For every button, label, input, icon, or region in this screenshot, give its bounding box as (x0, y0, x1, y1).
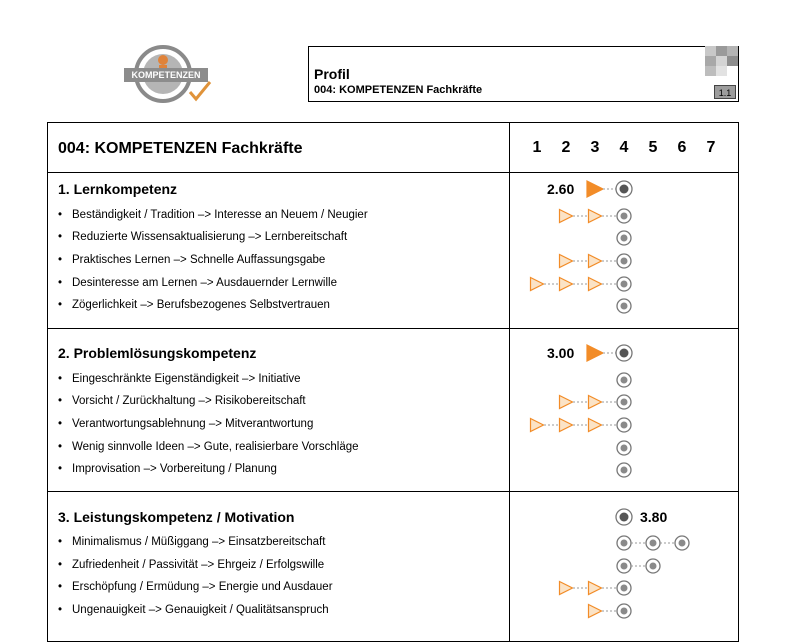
target-dot (621, 377, 628, 384)
kompetenzen-logo (124, 44, 216, 106)
scale-label-1: 1 (532, 139, 542, 156)
arrow-marker (531, 278, 544, 291)
target-dot (621, 608, 628, 615)
section-title-leistungskompetenz: 3. Leistungskompetenz / Motivation (58, 509, 295, 525)
competency-item: • Improvisation –> Vorbereitung / Planung (58, 463, 277, 475)
target-dot (620, 349, 629, 358)
header-box (308, 46, 739, 102)
table-title: 004: KOMPETENZEN Fachkräfte (58, 140, 303, 157)
competency-item: • Ungenauigkeit –> Genauigkeit / Qualitätsanspruch (58, 604, 329, 616)
competency-item: • Minimalismus / Müßiggang –> Einsatzbereitschaft (58, 536, 325, 548)
competency-item: • Verantwortungsablehnung –> Mitverantwortung (58, 418, 313, 430)
arrow-marker (589, 605, 602, 618)
scale-label-4: 4 (619, 139, 629, 156)
arrow-marker (589, 582, 602, 595)
target-dot (621, 540, 628, 547)
target-dot (621, 422, 628, 429)
competency-item: • Beständigkeit / Tradition –> Interesse an Neuem / Neugier (58, 209, 368, 221)
target-dot (621, 303, 628, 310)
arrow-marker (560, 278, 573, 291)
header-subtitle: 004: KOMPETENZEN Fachkräfte (314, 84, 483, 96)
arrow-marker (587, 345, 603, 361)
arrow-marker (531, 419, 544, 432)
arrow-marker (560, 582, 573, 595)
competency-item: • Reduzierte Wissensaktualisierung –> Lernbereitschaft (58, 231, 347, 243)
target-dot (621, 563, 628, 570)
target-dot (621, 258, 628, 265)
arrow-marker (589, 255, 602, 268)
scale-label-6: 6 (677, 139, 687, 156)
target-dot (621, 585, 628, 592)
arrow-marker (587, 181, 603, 197)
scale-label-5: 5 (648, 139, 658, 156)
target-dot (679, 540, 686, 547)
arrow-marker (589, 419, 602, 432)
competency-item: • Zögerlichkeit –> Berufsbezogenes Selbstvertrauen (58, 299, 330, 311)
scale-label-3: 3 (590, 139, 600, 156)
competency-item: • Desinteresse am Lernen –> Ausdauernder Lernwille (58, 277, 337, 289)
scale-label-7: 7 (706, 139, 716, 156)
competency-item: • Vorsicht / Zurückhaltung –> Risikobereitschaft (58, 395, 306, 407)
competency-item: • Zufriedenheit / Passivität –> Ehrgeiz / Erfolgswille (58, 559, 324, 571)
header-title: Profil (314, 66, 350, 82)
target-dot (620, 513, 629, 522)
arrow-marker (560, 419, 573, 432)
arrow-marker (589, 210, 602, 223)
target-dot (621, 467, 628, 474)
target-dot (650, 540, 657, 547)
target-dot (621, 445, 628, 452)
arrow-marker (560, 210, 573, 223)
section-title-problemloesung: 2. Problemlösungskompetenz (58, 345, 257, 361)
section-title-lernkompetenz: 1. Lernkompetenz (58, 181, 178, 197)
target-dot (620, 185, 629, 194)
competency-item: • Praktisches Lernen –> Schnelle Auffassungsgabe (58, 254, 325, 266)
competency-item: • Erschöpfung / Ermüdung –> Energie und Ausdauer (58, 581, 333, 593)
logo-text: KOMPETENZEN (131, 70, 201, 80)
arrow-marker (560, 255, 573, 268)
rating-marks (48, 123, 740, 643)
pixelated-mosaic (705, 46, 738, 76)
profile-table (47, 122, 739, 642)
scale-label-2: 2 (561, 139, 571, 156)
competency-item: • Eingeschränkte Eigenständigkeit –> Initiative (58, 373, 301, 385)
target-dot (621, 213, 628, 220)
section-score: 2.60 (547, 181, 575, 197)
arrow-marker (589, 396, 602, 409)
competency-item: • Wenig sinnvolle Ideen –> Gute, realisierbare Vorschläge (58, 441, 359, 453)
target-dot (621, 235, 628, 242)
section-score: 3.00 (547, 345, 575, 361)
target-dot (650, 563, 657, 570)
section-score: 3.80 (640, 509, 668, 525)
arrow-marker (560, 396, 573, 409)
target-dot (621, 281, 628, 288)
arrow-marker (589, 278, 602, 291)
page-number: 1.1 (714, 85, 736, 99)
target-dot (621, 399, 628, 406)
